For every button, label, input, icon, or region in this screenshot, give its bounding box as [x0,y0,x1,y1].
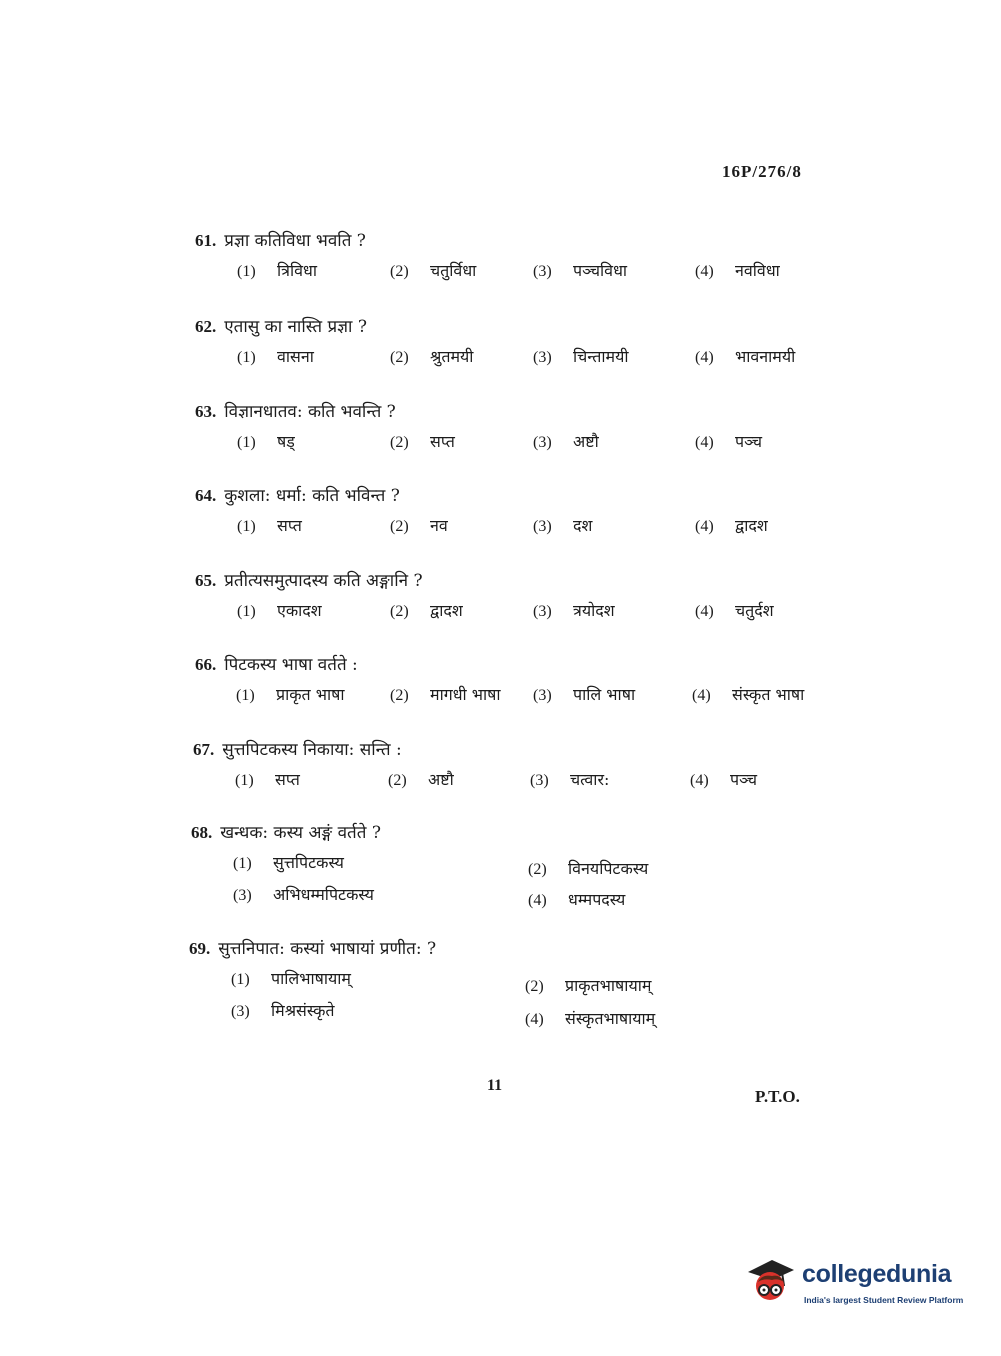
question-number: 62. [195,317,217,336]
option-2: (2) मागधी भाषा [390,685,501,704]
option-1: (1) षड् [237,432,295,451]
student-mascot-icon [742,1252,798,1308]
option-4: (4) धम्मपदस्य [528,890,626,909]
option-3: (3) चत्वार: [530,770,610,789]
question-text: प्रतीत्यसमुत्पादस्य कति अङ्गानि ? [224,571,423,591]
option-3: (3) दश [533,516,593,535]
option-4: (4) पञ्च [690,770,758,789]
option-4: (4) संस्कृतभाषायाम् [525,1009,656,1028]
option-2: (2) विनयपिटकस्य [528,859,649,878]
question-65 [0,568,1001,628]
question-number: 63. [195,402,217,421]
question-67 [0,737,1001,797]
option-4: (4) भावनामयी [695,347,796,366]
question-64 [0,483,1001,543]
option-3: (3) चिन्तामयी [533,347,629,366]
question-66 [0,652,1001,712]
question-number: 65. [195,571,217,590]
brand-tagline: India's largest Student Review Platform [804,1295,964,1305]
option-2: (2) नव [390,516,448,535]
question-61 [0,228,1001,288]
option-1: (1) एकादश [237,601,322,620]
question-text: सुत्तनिपात: कस्यां भाषायां प्रणीत: ? [218,939,437,959]
option-4: (4) पञ्च [695,432,763,451]
question-text: कुशला: धर्मा: कति भविन्त ? [224,486,400,506]
option-3: (3) त्रयोदश [533,601,615,620]
option-1: (1) सप्त [235,770,300,789]
option-1: (1) त्रिविधा [237,261,318,280]
option-4: (4) नवविधा [695,261,780,280]
option-4: (4) संस्कृत भाषा [692,685,805,704]
question-number: 67. [193,740,215,759]
question-68 [0,820,1001,910]
question-69 [0,936,1001,1031]
option-1: (1) वासना [237,347,314,366]
question-63 [0,399,1001,459]
option-1: (1) पालिभाषायाम् [231,969,352,988]
question-text: विज्ञानधातव: कति भवन्ति ? [224,402,396,422]
question-text: पिटकस्य भाषा वर्तते : [224,655,358,675]
option-2: (2) प्राकृतभाषायाम् [525,976,652,995]
option-3: (3) पालि भाषा [533,685,636,704]
option-3: (3) मिश्रसंस्कृते [231,1001,335,1020]
option-2: (2) सप्त [390,432,455,451]
option-3: (3) अभिधम्मपिटकस्य [233,885,374,904]
question-number: 66. [195,655,217,674]
question-text: सुत्तपिटकस्य निकाया: सन्ति : [222,740,402,760]
option-2: (2) द्वादश [390,601,463,620]
option-1: (1) सप्त [237,516,302,535]
question-text: एतासु का नास्ति प्रज्ञा ? [224,317,367,337]
question-text: खन्धक: कस्य अङ्गं वर्तते ? [220,823,381,843]
option-2: (2) चतुर्विधा [390,261,477,280]
option-1: (1) सुत्तपिटकस्य [233,853,344,872]
question-62 [0,314,1001,374]
pto-label: P.T.O. [755,1087,800,1106]
option-3: (3) पञ्चविधा [533,261,628,280]
option-2: (2) अष्टौ [388,770,454,789]
collegedunia-watermark [742,1250,972,1310]
brand-name: collegedunia [802,1260,952,1288]
option-2: (2) श्रुतमयी [390,347,474,366]
option-4: (4) द्वादश [695,516,768,535]
option-1: (1) प्राकृत भाषा [236,685,345,704]
option-4: (4) चतुर्दश [695,601,774,620]
paper-code: 16P/276/8 [722,162,802,181]
question-text: प्रज्ञा कतिविधा भवति ? [224,231,366,251]
page-number: 11 [487,1077,503,1094]
question-number: 69. [189,939,211,958]
question-number: 61. [195,231,217,250]
option-3: (3) अष्टौ [533,432,599,451]
question-number: 64. [195,486,217,505]
question-number: 68. [191,823,213,842]
